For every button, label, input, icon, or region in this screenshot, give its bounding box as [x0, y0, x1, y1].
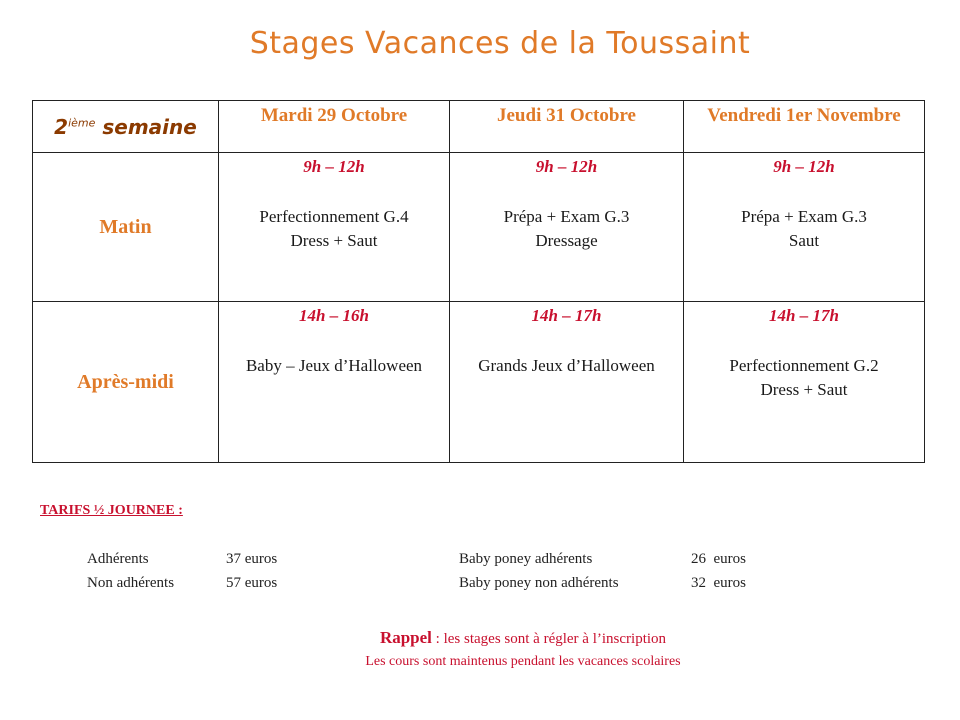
session-activity: Grands Jeux d’Halloween — [478, 356, 655, 375]
week-label: semaine — [102, 114, 197, 139]
session-activity: Prépa + Exam G.3 — [503, 207, 630, 226]
week-ordinal: ième — [68, 115, 96, 129]
session-activity: Perfectionnement G.4 — [259, 207, 409, 226]
session-cell — [450, 302, 684, 463]
rappel-note — [0, 628, 960, 648]
session-detail: Dress + Saut — [760, 380, 848, 399]
week-header — [33, 101, 219, 153]
tarif-price: 26 euros — [691, 551, 746, 567]
schedule-table — [32, 100, 925, 463]
tarif-price: 57 euros — [226, 575, 278, 591]
page-title: Stages Vacances de la Toussaint — [249, 26, 751, 61]
session-time: 9h – 12h — [535, 157, 598, 176]
tarif-price: 32 euros — [691, 575, 746, 591]
session-detail: Dressage — [535, 231, 598, 250]
tarif-label: Baby poney non adhérents — [459, 575, 619, 591]
session-activity: Prépa + Exam G.3 — [741, 207, 867, 226]
tarif-label: Baby poney adhérents — [459, 551, 593, 567]
session-cell — [684, 302, 925, 463]
session-cell — [219, 302, 450, 463]
tarif-price: 37 euros — [226, 551, 278, 567]
row-label-matin: Matin — [33, 153, 219, 302]
session-cell — [450, 153, 684, 302]
session-detail: Dress + Saut — [290, 231, 378, 250]
session-time: 9h – 12h — [773, 157, 835, 176]
day-header: Jeudi 31 Octobre — [450, 101, 684, 153]
tarif-label: Adhérents — [87, 551, 149, 567]
morning-row — [33, 153, 925, 302]
session-cell — [219, 153, 450, 302]
rappel-text: : les stages sont à régler à l’inscription — [431, 631, 667, 647]
tarifs-heading: TARIFS ½ JOURNEE : — [40, 503, 183, 518]
rappel-label: Rappel — [379, 628, 432, 647]
session-time: 9h – 12h — [303, 157, 365, 176]
session-time: 14h – 17h — [769, 306, 839, 325]
session-cell — [684, 153, 925, 302]
session-activity: Baby – Jeux d’Halloween — [245, 356, 423, 375]
tarif-label: Non adhérents — [87, 575, 175, 591]
row-label-apres-midi: Après-midi — [33, 302, 219, 463]
session-time: 14h – 16h — [299, 306, 369, 325]
header-row — [33, 101, 925, 153]
afternoon-row — [33, 302, 925, 463]
day-header: Mardi 29 Octobre — [219, 101, 450, 153]
rappel-line2: Les cours sont maintenus pendant les vacances scolaires — [365, 654, 681, 669]
week-number: 2 — [54, 114, 69, 139]
session-activity: Perfectionnement G.2 — [729, 356, 879, 375]
day-header: Vendredi 1er Novembre — [684, 101, 925, 153]
session-detail: Saut — [788, 231, 820, 250]
session-time: 14h – 17h — [531, 306, 602, 325]
